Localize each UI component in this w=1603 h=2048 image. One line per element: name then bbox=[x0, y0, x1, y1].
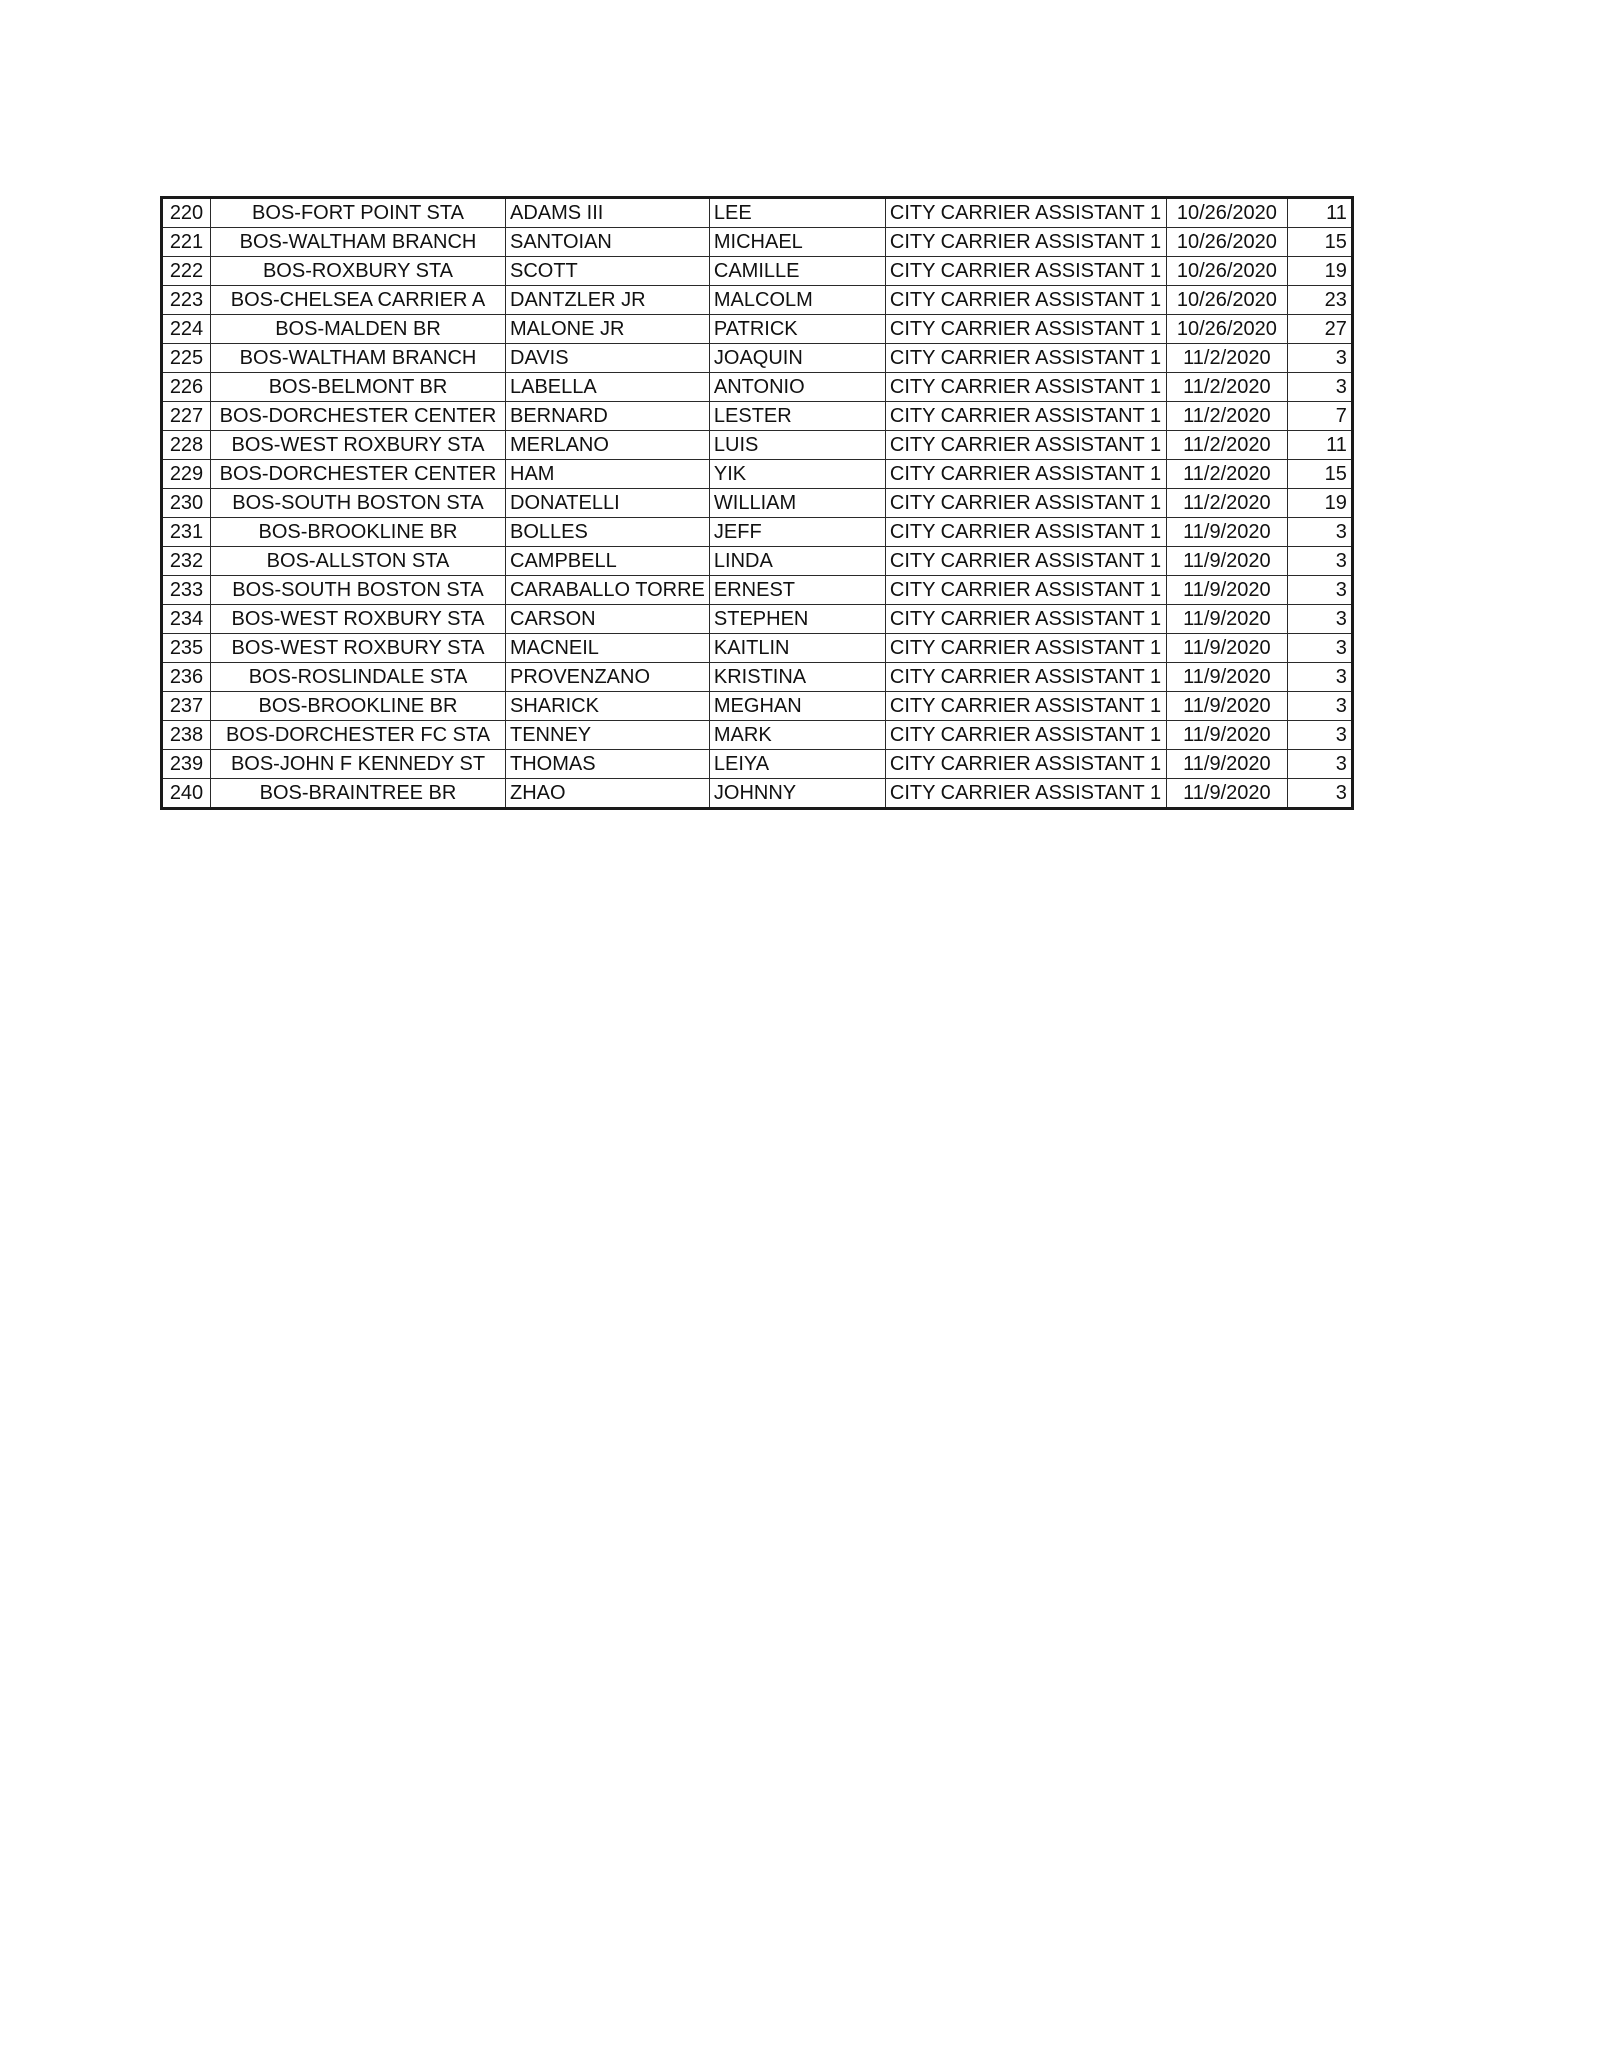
position-title-cell: CITY CARRIER ASSISTANT 1 bbox=[885, 344, 1166, 373]
position-title-cell: CITY CARRIER ASSISTANT 1 bbox=[885, 286, 1166, 315]
office-cell: BOS-CHELSEA CARRIER A bbox=[211, 286, 506, 315]
first-name-cell: PATRICK bbox=[709, 315, 885, 344]
row-number-cell: 239 bbox=[162, 750, 211, 779]
date-cell: 11/2/2020 bbox=[1166, 344, 1287, 373]
position-title-cell: CITY CARRIER ASSISTANT 1 bbox=[885, 228, 1166, 257]
first-name-cell: MEGHAN bbox=[709, 692, 885, 721]
position-title-cell: CITY CARRIER ASSISTANT 1 bbox=[885, 663, 1166, 692]
table-row bbox=[162, 286, 1353, 315]
first-name-cell: JOHNNY bbox=[709, 779, 885, 809]
table-row bbox=[162, 721, 1353, 750]
row-number-cell: 240 bbox=[162, 779, 211, 809]
first-name-cell: MARK bbox=[709, 721, 885, 750]
date-cell: 11/9/2020 bbox=[1166, 663, 1287, 692]
row-number-cell: 223 bbox=[162, 286, 211, 315]
row-number-cell: 238 bbox=[162, 721, 211, 750]
last-name-cell: CARABALLO TORRE bbox=[506, 576, 710, 605]
last-name-cell: THOMAS bbox=[506, 750, 710, 779]
table-row bbox=[162, 257, 1353, 286]
table-row bbox=[162, 198, 1353, 228]
table-row bbox=[162, 547, 1353, 576]
office-cell: BOS-ROSLINDALE STA bbox=[211, 663, 506, 692]
first-name-cell: JOAQUIN bbox=[709, 344, 885, 373]
table-row bbox=[162, 663, 1353, 692]
position-title-cell: CITY CARRIER ASSISTANT 1 bbox=[885, 721, 1166, 750]
count-cell: 19 bbox=[1287, 257, 1352, 286]
row-number-cell: 233 bbox=[162, 576, 211, 605]
last-name-cell: MALONE JR bbox=[506, 315, 710, 344]
office-cell: BOS-WEST ROXBURY STA bbox=[211, 634, 506, 663]
count-cell: 11 bbox=[1287, 431, 1352, 460]
office-cell: BOS-DORCHESTER CENTER bbox=[211, 460, 506, 489]
last-name-cell: CAMPBELL bbox=[506, 547, 710, 576]
row-number-cell: 235 bbox=[162, 634, 211, 663]
date-cell: 11/9/2020 bbox=[1166, 750, 1287, 779]
date-cell: 11/9/2020 bbox=[1166, 779, 1287, 809]
first-name-cell: WILLIAM bbox=[709, 489, 885, 518]
row-number-cell: 230 bbox=[162, 489, 211, 518]
date-cell: 11/9/2020 bbox=[1166, 518, 1287, 547]
position-title-cell: CITY CARRIER ASSISTANT 1 bbox=[885, 518, 1166, 547]
table-row bbox=[162, 373, 1353, 402]
position-title-cell: CITY CARRIER ASSISTANT 1 bbox=[885, 257, 1166, 286]
count-cell: 3 bbox=[1287, 692, 1352, 721]
date-cell: 11/2/2020 bbox=[1166, 373, 1287, 402]
office-cell: BOS-SOUTH BOSTON STA bbox=[211, 576, 506, 605]
position-title-cell: CITY CARRIER ASSISTANT 1 bbox=[885, 431, 1166, 460]
count-cell: 3 bbox=[1287, 721, 1352, 750]
count-cell: 3 bbox=[1287, 779, 1352, 809]
first-name-cell: STEPHEN bbox=[709, 605, 885, 634]
row-number-cell: 228 bbox=[162, 431, 211, 460]
first-name-cell: KRISTINA bbox=[709, 663, 885, 692]
carrier-assignment-table bbox=[160, 196, 1354, 810]
office-cell: BOS-DORCHESTER CENTER bbox=[211, 402, 506, 431]
last-name-cell: MACNEIL bbox=[506, 634, 710, 663]
date-cell: 11/2/2020 bbox=[1166, 431, 1287, 460]
row-number-cell: 232 bbox=[162, 547, 211, 576]
count-cell: 19 bbox=[1287, 489, 1352, 518]
last-name-cell: PROVENZANO bbox=[506, 663, 710, 692]
last-name-cell: LABELLA bbox=[506, 373, 710, 402]
office-cell: BOS-BROOKLINE BR bbox=[211, 518, 506, 547]
last-name-cell: BERNARD bbox=[506, 402, 710, 431]
position-title-cell: CITY CARRIER ASSISTANT 1 bbox=[885, 634, 1166, 663]
row-number-cell: 220 bbox=[162, 198, 211, 228]
office-cell: BOS-MALDEN BR bbox=[211, 315, 506, 344]
table-row bbox=[162, 779, 1353, 809]
count-cell: 3 bbox=[1287, 344, 1352, 373]
count-cell: 3 bbox=[1287, 634, 1352, 663]
table-row bbox=[162, 750, 1353, 779]
position-title-cell: CITY CARRIER ASSISTANT 1 bbox=[885, 547, 1166, 576]
row-number-cell: 222 bbox=[162, 257, 211, 286]
position-title-cell: CITY CARRIER ASSISTANT 1 bbox=[885, 750, 1166, 779]
office-cell: BOS-BROOKLINE BR bbox=[211, 692, 506, 721]
date-cell: 11/9/2020 bbox=[1166, 576, 1287, 605]
office-cell: BOS-FORT POINT STA bbox=[211, 198, 506, 228]
table-row bbox=[162, 402, 1353, 431]
row-number-cell: 224 bbox=[162, 315, 211, 344]
table-row bbox=[162, 344, 1353, 373]
table-row bbox=[162, 460, 1353, 489]
date-cell: 11/9/2020 bbox=[1166, 547, 1287, 576]
first-name-cell: LEE bbox=[709, 198, 885, 228]
count-cell: 7 bbox=[1287, 402, 1352, 431]
date-cell: 10/26/2020 bbox=[1166, 228, 1287, 257]
position-title-cell: CITY CARRIER ASSISTANT 1 bbox=[885, 605, 1166, 634]
first-name-cell: LINDA bbox=[709, 547, 885, 576]
table-row bbox=[162, 431, 1353, 460]
last-name-cell: DANTZLER JR bbox=[506, 286, 710, 315]
table-row bbox=[162, 576, 1353, 605]
last-name-cell: BOLLES bbox=[506, 518, 710, 547]
office-cell: BOS-WEST ROXBURY STA bbox=[211, 605, 506, 634]
office-cell: BOS-SOUTH BOSTON STA bbox=[211, 489, 506, 518]
last-name-cell: HAM bbox=[506, 460, 710, 489]
date-cell: 10/26/2020 bbox=[1166, 315, 1287, 344]
count-cell: 3 bbox=[1287, 663, 1352, 692]
row-number-cell: 236 bbox=[162, 663, 211, 692]
position-title-cell: CITY CARRIER ASSISTANT 1 bbox=[885, 692, 1166, 721]
row-number-cell: 226 bbox=[162, 373, 211, 402]
last-name-cell: SHARICK bbox=[506, 692, 710, 721]
last-name-cell: SCOTT bbox=[506, 257, 710, 286]
date-cell: 11/9/2020 bbox=[1166, 692, 1287, 721]
row-number-cell: 234 bbox=[162, 605, 211, 634]
position-title-cell: CITY CARRIER ASSISTANT 1 bbox=[885, 402, 1166, 431]
table-row bbox=[162, 518, 1353, 547]
first-name-cell: MICHAEL bbox=[709, 228, 885, 257]
first-name-cell: CAMILLE bbox=[709, 257, 885, 286]
row-number-cell: 237 bbox=[162, 692, 211, 721]
date-cell: 10/26/2020 bbox=[1166, 286, 1287, 315]
first-name-cell: KAITLIN bbox=[709, 634, 885, 663]
office-cell: BOS-ALLSTON STA bbox=[211, 547, 506, 576]
date-cell: 11/2/2020 bbox=[1166, 489, 1287, 518]
date-cell: 11/2/2020 bbox=[1166, 402, 1287, 431]
first-name-cell: LEIYA bbox=[709, 750, 885, 779]
position-title-cell: CITY CARRIER ASSISTANT 1 bbox=[885, 315, 1166, 344]
count-cell: 3 bbox=[1287, 518, 1352, 547]
date-cell: 11/9/2020 bbox=[1166, 721, 1287, 750]
last-name-cell: TENNEY bbox=[506, 721, 710, 750]
last-name-cell: ADAMS III bbox=[506, 198, 710, 228]
last-name-cell: DONATELLI bbox=[506, 489, 710, 518]
first-name-cell: MALCOLM bbox=[709, 286, 885, 315]
table-row bbox=[162, 228, 1353, 257]
position-title-cell: CITY CARRIER ASSISTANT 1 bbox=[885, 198, 1166, 228]
first-name-cell: JEFF bbox=[709, 518, 885, 547]
count-cell: 11 bbox=[1287, 198, 1352, 228]
first-name-cell: YIK bbox=[709, 460, 885, 489]
count-cell: 3 bbox=[1287, 605, 1352, 634]
position-title-cell: CITY CARRIER ASSISTANT 1 bbox=[885, 373, 1166, 402]
first-name-cell: LESTER bbox=[709, 402, 885, 431]
last-name-cell: SANTOIAN bbox=[506, 228, 710, 257]
first-name-cell: ERNEST bbox=[709, 576, 885, 605]
position-title-cell: CITY CARRIER ASSISTANT 1 bbox=[885, 489, 1166, 518]
table-row bbox=[162, 692, 1353, 721]
office-cell: BOS-ROXBURY STA bbox=[211, 257, 506, 286]
office-cell: BOS-WEST ROXBURY STA bbox=[211, 431, 506, 460]
date-cell: 10/26/2020 bbox=[1166, 257, 1287, 286]
row-number-cell: 229 bbox=[162, 460, 211, 489]
table-row bbox=[162, 489, 1353, 518]
table-row bbox=[162, 605, 1353, 634]
position-title-cell: CITY CARRIER ASSISTANT 1 bbox=[885, 576, 1166, 605]
row-number-cell: 231 bbox=[162, 518, 211, 547]
first-name-cell: ANTONIO bbox=[709, 373, 885, 402]
count-cell: 27 bbox=[1287, 315, 1352, 344]
office-cell: BOS-WALTHAM BRANCH bbox=[211, 228, 506, 257]
count-cell: 3 bbox=[1287, 373, 1352, 402]
table-body bbox=[162, 198, 1353, 809]
count-cell: 3 bbox=[1287, 750, 1352, 779]
table-row bbox=[162, 634, 1353, 663]
count-cell: 3 bbox=[1287, 547, 1352, 576]
first-name-cell: LUIS bbox=[709, 431, 885, 460]
date-cell: 11/2/2020 bbox=[1166, 460, 1287, 489]
date-cell: 11/9/2020 bbox=[1166, 634, 1287, 663]
row-number-cell: 225 bbox=[162, 344, 211, 373]
table-row bbox=[162, 315, 1353, 344]
office-cell: BOS-WALTHAM BRANCH bbox=[211, 344, 506, 373]
count-cell: 23 bbox=[1287, 286, 1352, 315]
office-cell: BOS-JOHN F KENNEDY ST bbox=[211, 750, 506, 779]
last-name-cell: CARSON bbox=[506, 605, 710, 634]
office-cell: BOS-BRAINTREE BR bbox=[211, 779, 506, 809]
office-cell: BOS-DORCHESTER FC STA bbox=[211, 721, 506, 750]
last-name-cell: DAVIS bbox=[506, 344, 710, 373]
position-title-cell: CITY CARRIER ASSISTANT 1 bbox=[885, 460, 1166, 489]
position-title-cell: CITY CARRIER ASSISTANT 1 bbox=[885, 779, 1166, 809]
office-cell: BOS-BELMONT BR bbox=[211, 373, 506, 402]
date-cell: 10/26/2020 bbox=[1166, 198, 1287, 228]
last-name-cell: MERLANO bbox=[506, 431, 710, 460]
last-name-cell: ZHAO bbox=[506, 779, 710, 809]
row-number-cell: 227 bbox=[162, 402, 211, 431]
count-cell: 3 bbox=[1287, 576, 1352, 605]
count-cell: 15 bbox=[1287, 228, 1352, 257]
date-cell: 11/9/2020 bbox=[1166, 605, 1287, 634]
row-number-cell: 221 bbox=[162, 228, 211, 257]
count-cell: 15 bbox=[1287, 460, 1352, 489]
